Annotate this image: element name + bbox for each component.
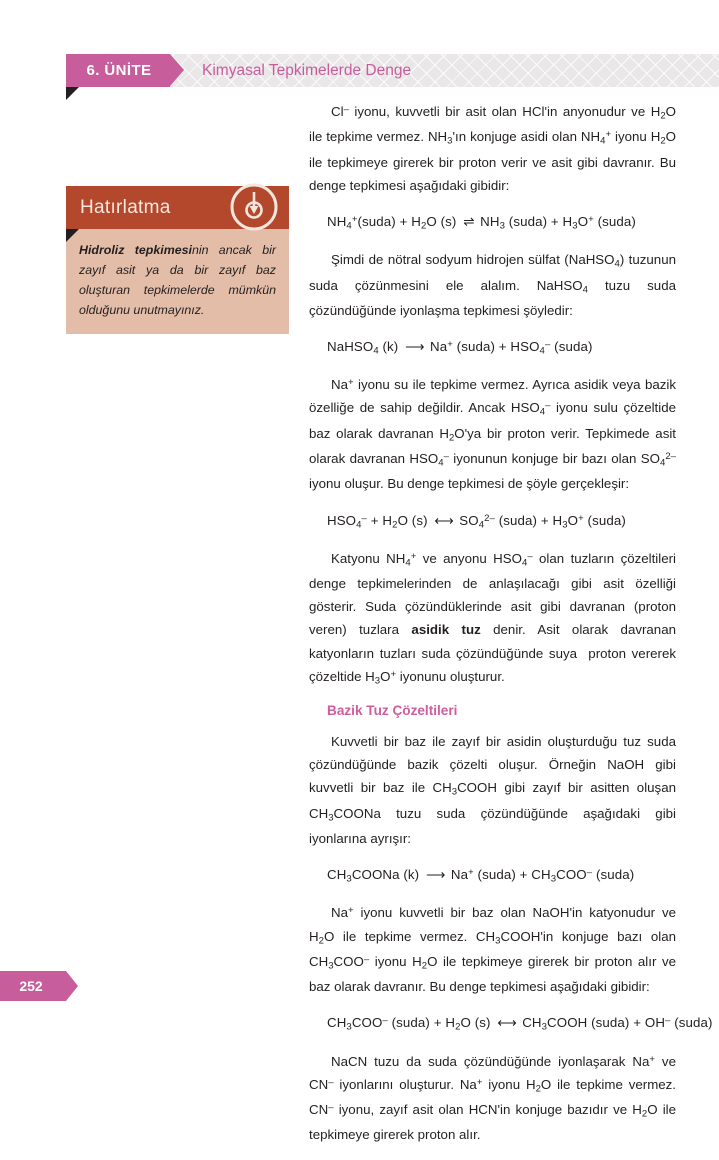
reminder-text xyxy=(79,240,276,320)
equation-5: $CH_3COO^-$ (suda) + $H_2O$ (s) ⟷ $CH_3COOH$ (suda) + OH– (suda) xyxy=(327,1015,713,1033)
page-number-badge xyxy=(0,971,66,1001)
unit-tag-label: 6. ÜNİTE xyxy=(86,62,152,79)
main-text-column xyxy=(309,100,713,1160)
paragraph-5: Kuvvetli bir baz ile zayıf bir asidin oluşturduğu tuz suda çözündüğünde bazik çözelti oluşur. Örneğin NaOH gibi kuvvetli bir baz ile $CH_3COOH$ gibi zayıf bir asitten oluşan $CH_3COONa$ tuzu suda çözündüğünde aşağıdaki gibi iyonlarına ayrışır: xyxy=(309,734,676,846)
reminder-target-icon xyxy=(229,182,279,232)
page-number-label: 252 xyxy=(19,978,43,994)
paragraph-7: NaCN tuzu da suda çözündüğünde iyonlaşarak Na+ ve CN– iyonlarını oluşturur. Na+ iyonu $H_2O$ ile tepkime vermez. CN– iyonu, zayıf asit olan HCN'in konjuge bazıdır ve $H_2O$ ile tepkimeye girerek proton alır. xyxy=(309,1053,677,1143)
reminder-title: Hatırlatma xyxy=(80,196,171,218)
unit-tag xyxy=(66,54,170,87)
subheading-bazik-tuz-cozeltileri: Bazik Tuz Çözeltileri xyxy=(327,703,458,719)
reminder-fold-corner xyxy=(66,229,79,242)
equation-3: $HSO_4^- + H_2O$ (s) ⟷ $SO_4^{2-}$ (suda) + $H_3O^+$ (suda) xyxy=(327,512,626,531)
unit-title: Kimyasal Tepkimelerde Denge xyxy=(202,61,412,79)
header-fold-corner xyxy=(66,87,79,100)
equation-2: NaHSO$_4$ (k) ⟶ Na+ (suda) + $HSO_4^-$ (suda) xyxy=(327,339,593,357)
reminder-header xyxy=(66,186,289,229)
reminder-text-rest: nin ancak bir zayıf asit ya da bir zayıf baz oluşturan tepkimelerde mümkün olduğunu unutmayınız. xyxy=(79,243,276,318)
reminder-body xyxy=(66,229,289,334)
paragraph-6: Na+ iyonu kuvvetli bir baz olan NaOH'in katyonudur ve $H_2O$ ile tepkime vermez. $CH_3COOH'in$ konjuge bazı olan $CH_3COO^-$ iyonu $H_2O$ ile tepkimeye girerek bir proton alır ve baz olarak davranır. Bu denge tepkimesi aşağıdaki gibidir: xyxy=(309,905,677,995)
equation-4: $CH_3COONa$ (k) ⟶ Na+ (suda) + $CH_3COO^-$ (suda) xyxy=(327,867,635,885)
reminder-box xyxy=(66,186,289,334)
paragraph-4: Katyonu $NH_4^+$ ve anyonu $HSO_4^-$ olan tuzların çözeltileri denge tepkimelerinden de anlaşılacağı gibi asit özelliği gösterir. Suda çözündüklerinde asit gibi davranan (proton veren) tuzlara asidik tuz denir. Asit olarak davranan katyonların tuzları suda çözündüğünde suya proton vererek çözeltide $H_3O^+$ iyonunu oluşturur. xyxy=(309,550,676,687)
reminder-text-bold: Hidroliz tepkimesi xyxy=(79,243,192,257)
unit-header-bar xyxy=(66,54,719,87)
equation-1: $NH_4^+(suda) + H_2O$ (s) ⇌ $NH_3$ (suda) + $H_3O^+$ (suda) xyxy=(327,213,636,232)
paragraph-1: Cl– iyonu, kuvvetli bir asit olan HCl'in anyonudur ve $H_2O$ ile tepkime vermez. $NH_3'ın$ konjuge asidi olan $NH_4^+$ iyonu $H_2O$ ile tepkimeye girerek bir proton verir ve asit gibi davranır. Bu denge tepkimesi aşağıdaki gibidir: xyxy=(309,103,676,193)
paragraph-3: Na+ iyonu su ile tepkime vermez. Ayrıca asidik veya bazik özelliğe de sahip değildir. Ancak $HSO_4^-$ iyonu sulu çözeltide baz olarak davranan $H_2O'ya$ bir proton verir. Tepkimede asit olarak davranan $HSO_4^-$ iyonunun konjuge bir bazı olan $SO_4^{2-}$ iyonu oluşur. Bu denge tepkimesi de şöyle gerçekleşir: xyxy=(309,377,676,492)
paragraph-4-bold-term: asidik tuz xyxy=(411,622,481,638)
paragraph-2: Şimdi de nötral sodyum hidrojen sülfat (NaHSO$_4$) tuzunun suda çözünmesini ele alalım. NaHSO$_4$ tuzu suda çözündüğünde iyonlaşma tepkimesi şöyledir: xyxy=(309,252,676,318)
